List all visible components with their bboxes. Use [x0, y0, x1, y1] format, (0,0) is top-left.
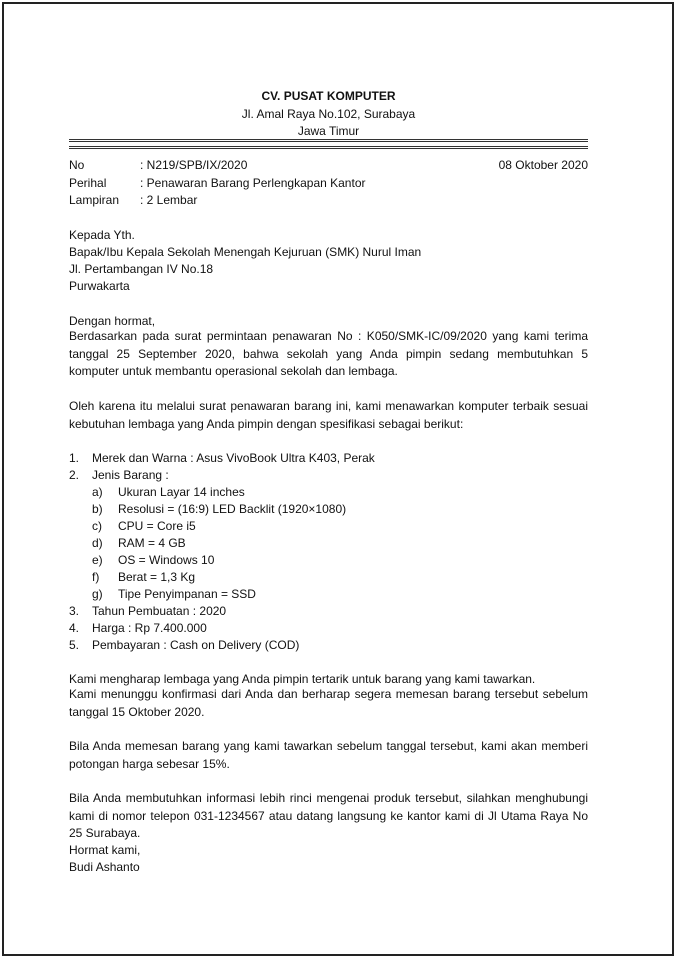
lampiran-value: : 2 Lembar: [140, 193, 198, 207]
greeting: Dengan hormat,: [69, 314, 156, 328]
list-number: 5.: [69, 638, 80, 652]
list-text: Pembayaran : Cash on Delivery (COD): [92, 638, 300, 652]
list-text: Merek dan Warna : Asus VivoBook Ultra K403, Perak: [92, 451, 375, 465]
closing-salutation: Hormat kami,: [69, 843, 141, 857]
sub-list-text: CPU = Core i5: [118, 519, 196, 533]
paragraph-5: Bila Anda membutuhkan informasi lebih rinci mengenai produk tersebut, silahkan menghubungi kami di nomor telepon 031-1234567 atau datang langsung ke kantor kami di Jl Utama Raya No 25 Surabaya.: [69, 791, 588, 840]
sub-list-letter: e): [92, 553, 103, 567]
sub-list-text: Berat = 1,3 Kg: [118, 570, 196, 584]
paragraph-3-line-1: Kami mengharap lembaga yang Anda pimpin tertarik untuk barang yang kami tawarkan.: [69, 672, 536, 686]
perihal-value: : Penawaran Barang Perlengkapan Kantor: [140, 176, 366, 190]
no-label: No: [69, 158, 85, 172]
paragraph-3: Kami menunggu konfirmasi dari Anda dan berharap segera memesan barang tersebut sebelum tanggal 15 Oktober 2020.: [69, 687, 588, 719]
company-name: CV. PUSAT KOMPUTER: [261, 89, 396, 103]
list-number: 2.: [69, 468, 80, 482]
signer-name: Budi Ashanto: [69, 860, 140, 874]
sub-list-letter: a): [92, 485, 103, 499]
sub-list-letter: b): [92, 502, 103, 516]
sub-list-letter: d): [92, 536, 103, 550]
paragraph-4: Bila Anda memesan barang yang kami tawarkan sebelum tanggal tersebut, kami akan memberi potongan harga sebesar 15%.: [69, 739, 588, 771]
recipient-line-4: Purwakarta: [69, 279, 130, 293]
list-number: 1.: [69, 451, 80, 465]
company-region: Jawa Timur: [297, 124, 360, 138]
sub-list-text: Resolusi = (16:9) LED Backlit (1920×1080): [118, 502, 347, 516]
sub-list-text: OS = Windows 10: [118, 553, 215, 567]
paragraph-1: Berdasarkan pada surat permintaan penawaran No : K050/SMK-IC/09/2020 yang kami terima tanggal 25 September 2020, bahwa sekolah yang Anda pimpin sedang membutuhkan 5 komputer untuk membantu operasional sekolah dan lembaga.: [69, 329, 588, 378]
letter-date: 08 Oktober 2020: [498, 158, 588, 172]
sub-list-letter: f): [92, 570, 100, 584]
no-value: : N219/SPB/IX/2020: [140, 158, 248, 172]
paragraph-2: Oleh karena itu melalui surat penawaran barang ini, kami menawarkan komputer terbaik sesuai kebutuhan lembaga yang Anda pimpin dengan spesifikasi sebagai berikut:: [69, 399, 588, 431]
perihal-label: Perihal: [69, 176, 107, 190]
list-number: 3.: [69, 604, 80, 618]
list-text: Tahun Pembuatan : 2020: [92, 604, 227, 618]
sub-list-letter: g): [92, 587, 103, 601]
header-divider: [69, 139, 588, 149]
sub-list-text: Ukuran Layar 14 inches: [118, 485, 245, 499]
sub-list-letter: c): [92, 519, 102, 533]
recipient-line-1: Kepada Yth.: [69, 228, 135, 242]
recipient-line-3: Jl. Pertambangan IV No.18: [69, 262, 214, 276]
lampiran-label: Lampiran: [69, 193, 120, 207]
sub-list-text: RAM = 4 GB: [118, 536, 186, 550]
list-number: 4.: [69, 621, 80, 635]
company-address: Jl. Amal Raya No.102, Surabaya: [241, 107, 416, 121]
sub-list-text: Tipe Penyimpanan = SSD: [118, 587, 256, 601]
list-text: Jenis Barang :: [92, 468, 169, 482]
recipient-line-2: Bapak/Ibu Kepala Sekolah Menengah Kejuruan (SMK) Nurul Iman: [69, 245, 422, 259]
list-text: Harga : Rp 7.400.000: [92, 621, 207, 635]
